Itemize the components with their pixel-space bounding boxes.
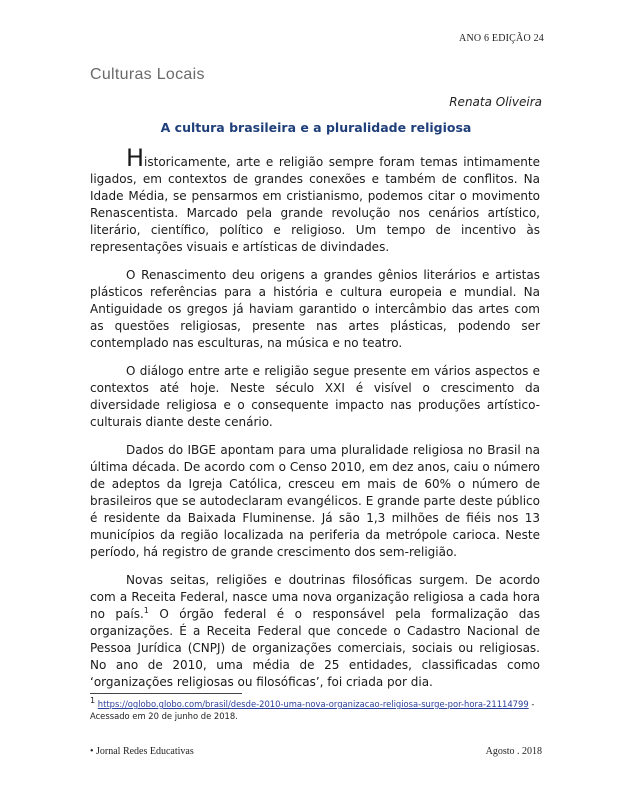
footnote-link[interactable]: https://oglobo.globo.com/brasil/desde-2010-uma-nova-organizacao-religiosa-surge-por-hora-21114799 [97, 699, 529, 709]
footnote-accessed: - Acessado em 20 de junho de 2018. [90, 699, 535, 721]
section-title: Culturas Locais [90, 66, 205, 83]
footer-date: Agosto . 2018 [485, 746, 542, 757]
footnote-number: 1 [90, 696, 96, 706]
paragraph-2: O Renascimento deu origens a grandes gênios literários e artistas plásticos referências para a história e cultura europeia e mundial. Na Antiguidade os gregos já haviam garantido o intercâmbio das artes com as questões religiosas, presente nas artes plásticas, podendo ser contemplado nas esculturas, na música e no teatro. [90, 268, 540, 350]
paragraph-1-text: istoricamente, arte e religião sempre foram temas intimamente ligados, em contextos de grandes conexões e também de conflitos. Na Idade Média, se pensarmos em cristianismo, podemos citar o movimento Renascentista. Marcado pela grande revolução nos cenários artístico, literário, científico, político e religioso. Um tempo de incentivo às representações visuais e artísticas de divindades. [90, 155, 540, 254]
footer-journal: • Jornal Redes Educativas [90, 746, 194, 757]
article-author: Renata Oliveira [449, 95, 542, 109]
paragraph-4: Dados do IBGE apontam para uma pluralidade religiosa no Brasil na última década. De acordo com o Censo 2010, em dez anos, caiu o número de adeptos da Igreja Católica, cresceu em mais de 60% o número de brasileiros que se autodeclaram evangélicos. E grande parte deste público é residente da Baixada Fluminense. Já são 1,3 milhões de fiéis nos 13 municípios da região localizada na periferia da metrópole carioca. Neste período, há registro de grande crescimento dos sem-religião. [90, 443, 540, 559]
paragraph-5 [90, 572, 540, 691]
footnote-divider [90, 693, 242, 694]
drop-cap: H [126, 144, 145, 172]
article-body [90, 144, 540, 702]
paragraph-1 [90, 144, 540, 256]
paragraph-5-text-a: Novas seitas, religiões e doutrinas filosóficas surgem. De acordo com a Receita Federal, nasce uma nova organização religiosa a cada hora no país. [90, 573, 540, 621]
paragraph-5-text-b: O órgão federal é o responsável pela formalização das organizações. É a Receita Federal que concede o Cadastro Nacional de Pessoa Jurídica (CNPJ) de organizações comerciais, sociais ou religiosas. No ano de 2010, uma média de 25 entidades, classificadas como ‘organizações religiosas ou filosóficas’, foi criada por dia. [90, 607, 540, 689]
issue-label: ANO 6 EDIÇÃO 24 [459, 33, 544, 44]
footnote [90, 698, 540, 722]
footnote-reference[interactable]: 1 [143, 606, 149, 615]
article-title: A cultura brasileira e a pluralidade religiosa [160, 120, 472, 135]
paragraph-3: O diálogo entre arte e religião segue presente em vários aspectos e contextos até hoje. Neste século XXI é visível o crescimento da diversidade religiosa e o consequente impacto nas produções artístico-culturais diante deste cenário. [90, 364, 540, 429]
